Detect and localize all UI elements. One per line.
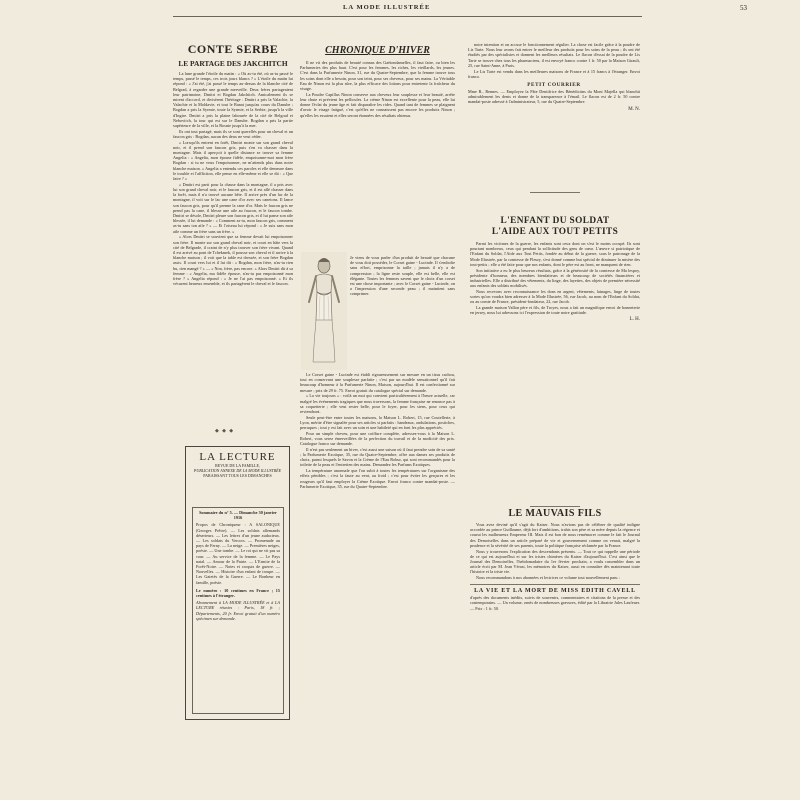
conte-paragraph: « Alors Dmitri se souvient que sa femme devait lui empoisonner son frère. Il monte sur son grand cheval noir, et court en hâte vers la cité de Belgrade, il craint de n'y plus trouver son frère vivant. Quand il est arrivé au pont de Tchekmek, il pousse son cheval et il arrive à la blanche maison ; il voit que la table est dressée, et son frère Bogdan assis. Il court vers lui et il lui dit : « Bogdan, mon frère, n'as-tu rien bu, rien mangé ? » — « Non, frère, pas encore. » Alors Dmitri dit à sa femme : « Angelia, ma fidèle épouse, n'as-tu pas empoisonné mon frère ? » Angelia répond : « Je ne l'ai pas empoisonné. » Et ils vécurent heureux ensemble, et ils partagèrent le cheval et le faucon. bbox=[173, 234, 293, 287]
chronique-paragraph: Pour un simple cheveu, pour une coiffure complète, adressez-vous à la Maison L. Robert, vous serez émerveillées de la perfection du travail et de la modicité des prix. Catalogue franco sur demande. bbox=[300, 430, 455, 447]
chronique-paragraph: Le Corset gaine - Lucinde est établi rigoureusement sur mesure en un tissu cachou, tout en conservant une souplesse parfaite ; c'est par un modèle sensationnel qu'il fait beaucoup d'honneur à la Parfumerie Ninon, Maison, aujourd'hui. Il est confectionné sur mesure ; prix de 29 fr. 75. Envoi gratuit du catalogue spécial sur demande. bbox=[300, 372, 455, 393]
chronique-paragraph: Il n'est pas seulement un hiver, c'est aussi une saison où il faut prendre soin de sa santé ; la Parfumerie Exotique, 35, rue du Quatre-Septembre, offre aux dames ses produits de choix, parmi lesquels le Savon et la Crème de l'Eau Robur, qui sont recommandés pour la toilette de la peau et l'entretien des mains. Demandez les Parfums Exotiques. bbox=[300, 446, 455, 468]
chronique-title: CHRONIQUE D'HIVER bbox=[325, 45, 430, 56]
conte-paragraph: Ils ont tout partagé, mais ils se sont querellés pour un cheval et un faucon gris : Bogdan, aucun des deux ne veut céder. bbox=[173, 128, 293, 139]
chronique-paragraph: « La vie toujours » : voilà un mot qui convient particulièrement à l'heure actuelle, car malgré les événements tragiques que nous traversons, la femme française ne renonce pas à sa coquetterie ; elle veut rester belle, pour le foyer, pour les siens, pour ceux qui reviendront. bbox=[300, 393, 455, 414]
paragraph: notre intention et on accuse le fonctionnement régulier. La chose est facile grâce à la poudre de Lis Tarte. Nous leur avons fait entrer le meilleur des produits pour les soins de la peau ; ils ont été étudiés par des spécialistes et donnent les meilleurs résultats. Le flacon d'essai de la poudre de Lis Tarte se trouve chez tous les pharmaciens, il est envoyé franco contre 1 fr. 50 par la Maison Girault, 25, rue Saint-Anne, à Paris. bbox=[468, 42, 640, 68]
corset-illustration bbox=[301, 252, 347, 370]
fils-paragraph: Nous y trouverons l'explication des descendants présents. — Tout ce qui rappelle une période de ce qui est aujourd'hui et sur les tristes chimères du Kaiser d'aujourd'hui. C'est ainsi que le Journal des Demoiselles, l'hebdomadaire du 1er février prochain, a voulu rassembler dans un article écrit par M. Jean Vérast, les mémoires du Kaiser, aussi en connaître dès maintenant toute l'histoire et la triste vie. bbox=[470, 548, 640, 575]
header-title: LA MODE ILLUSTRÉE bbox=[343, 4, 431, 11]
conte-body bbox=[173, 71, 293, 286]
petit-courrier-signature: M. N. bbox=[628, 106, 640, 112]
paragraph: Le Lis Tarte est vendu dans les meilleures maisons de France et à 15 francs à l'étranger. Envoi franco. bbox=[468, 68, 640, 79]
fils-body bbox=[470, 522, 640, 580]
header-rule bbox=[173, 16, 642, 17]
petit-courrier-title: PETIT COURRIER bbox=[527, 81, 581, 88]
fils-article bbox=[470, 508, 640, 773]
petit-courrier-text: Mme R., Rennes. — Employez la Pâte Dentifrice des Bénédictins du Mont Majella qui blanchit admirablement les dents et donne de la transparence à l'émail. Le flacon est de 2 fr. 50 contre mandat-poste adressé à l'administrateur, 5, rue du Quatre-Septembre. bbox=[468, 88, 640, 105]
conte-title: CONTE SERBE bbox=[187, 42, 279, 56]
corset-text: Je viens de vous parler d'un produit de beauté que chacune de vous doit posséder, le Corset gaine - Lucinde. Il s'emboîte sans effort, emprisonne la taille ; jamais il n'y a de compression ; la ligne reste souple, elle est belle, elle est élégante. Toutes les femmes savent que le choix d'un corset est une chose importante ; avec le Corset gaine - Lucinde, on a l'impression d'une seconde peau ; il maintient sans comprimer. bbox=[350, 255, 455, 297]
soldat-paragraph: La grande maison Vallon père et fils, de Troyes, nous a fait un magnifique envoi de bonneterie en jersey, nous lui adressons ici l'expression de toute notre gratitude. bbox=[470, 304, 640, 316]
soldat-paragraph: Nous recevons avec reconnaissance les dons en argent, vêtements, lainages, linge de toutes sortes qu'on voudra bien adresser à la Mode Illustrée, 56, rue Jacob, au nom de l'Enfant du Soldat, ou au comte de France, président-fondateur, 22, rue Jacob. bbox=[470, 288, 640, 305]
conte-paragraph: « Dmitri est parti pour la chasse dans la montagne, il a pris avec lui son grand cheval noir, et le faucon gris, et il est allé chasser dans la forêt, mais il n'a trouvé aucune bête. Il arrive près d'un lac de la montagne, il voit sur le lac une cane d'or avec ses canetons. Il lance son faucon gris, pour qu'il prenne la cane d'or. Mais le faucon gris ne prend pas la cane, il blesse une aile au faucon, et le faucon tombe. Dmitri se désole, Dmitri pleure son faucon gris, et il lui panse son aile blessée, il lui demande : « Comment as-tu, mon faucon gris, comment as-tu sans ton aile ? » — Et l'oiseau lui répond : « Je suis sans mon aile comme un frère sans un frère. » bbox=[173, 181, 293, 234]
soldat-signature: L. H. bbox=[629, 317, 640, 323]
soldat-paragraph: Parmi les victimes de la guerre, les enfants sont ceux dont on s'est le moins occupé. Ils sont pourtant nombreux, ceux qui pendant la sollicitude des gens de cœur. L'œuvre si patriotique de l'Enfant du Soldat, l'Aide aux Tout Petits, fondée au début de la guerre, sous le patronage de la Mode Illustrée, par la comtesse de Fleury, s'est donné comme but spécial de diminuer la misère des tout-petits ; elle a été faite pour que nos enfants, dont le père est au front, ne manquent de rien. bbox=[470, 241, 640, 267]
conte-paragraph: « Lorsqu'ils entrent en forêt, Dmitri monte sur son grand cheval noir, et il prend son faucon gris, puis s'en va chasser dans la montagne. Mais il aperçoit à quelle distance se trouve sa femme Angelia : « Angelia, mon épouse fidèle, empoisonne-moi mon frère Bogdan : si tu ne veux l'empoisonner, ne m'attends plus dans notre blanche maison. » Angelia a entendu ces paroles et elle demeure dans le trouble et l'affliction, elle pense en elle-même et elle se dit : « Que faire ? » bbox=[173, 139, 293, 182]
fils-paragraph: Nous recommandons à nos abonnées et lectrices ce volume tout nouvellement paru : bbox=[476, 575, 620, 581]
fils-paragraph: Vous avez deviné qu'il s'agit du Kaiser. Nous n'avions pas de célébrer de qualité indigne accordée au prince Guillaume, déjà fort d'ambitions, trahis son père et sa mère depuis la régence et courut les malheureux Empereur III. Mais il est bon de nous remémorer comme le fait le Journal des Demoiselles dans un article préparé de vie et gouvernement comme on venait, malgré la prudence et la sévérité de ses parents, toute la politique française réclamée par la France. bbox=[470, 522, 640, 548]
cavell-text: d'après des documents inédits, suivis de souvenirs, commentaires et citations de la presse et des contemporains. — Un volume, ornés de nombreuses gravures, édité par la Librairie Jules Laufeuer. — Prix : 1 fr. 50. bbox=[470, 595, 640, 611]
fils-title: LE MAUVAIS FILS bbox=[508, 508, 602, 519]
chronique-paragraph: La température anormale que l'on subit à toutes les températures sur l'organisme des effets pénibles ; c'est la faute au vent, au froid ; c'est pour éviter les gerçures et les rougeurs qu'il faut employer la Crème Exotique. Envoi franco contre mandat-poste. — Parfumerie Exotique, 35, rue du Quatre-Septembre. bbox=[300, 468, 455, 489]
lecture-summary: Propos de Chroniqueur : A SALONIQUE (Georges Prêtre). — Les soldats allemands déserteurs. — Les lettres d'un jeune audacieux. — Les soldats du Vercors. — Promenade au pays de Ferny. — La neige. — Premières neiges, poésie. — Une tombe. — Le roi qui ne vit pas sa cour. — Au service de la femme. — Le Pays natal. — Amour de la Patrie. — L'Ermite de la Forêt-Noire. — Notes et croquis de guerre. — Nouvelles. — Histoire d'un enfant de troupe. — Les Gaietés de la Guerre. — Le Bonheur en famille, poésie. bbox=[196, 522, 280, 585]
page-number: 53 bbox=[740, 4, 747, 12]
section-rule bbox=[530, 506, 580, 507]
lecture-box bbox=[185, 446, 290, 720]
section-rule bbox=[530, 192, 580, 193]
soldat-title-2: L'AIDE AUX TOUT PETITS bbox=[491, 227, 619, 237]
lecture-title: LA LECTURE bbox=[199, 451, 276, 463]
ornament-divider: ◆ ◆ ◆ bbox=[215, 429, 235, 434]
cavell-rule bbox=[470, 584, 640, 585]
chronique-body bbox=[300, 60, 455, 118]
soldat-article bbox=[470, 216, 640, 506]
column-chronique bbox=[300, 45, 455, 250]
lecture-summary-title: Sommaire du n° 5. — Dimanche 30 janvier 1916 bbox=[199, 510, 277, 521]
lis-tarte-text bbox=[468, 42, 640, 79]
chronique-paragraph: Seule peut-être entre toutes les maisons, la Maison L. Robert, 15, rue Coutellerie, à Lyon, mérite d'être signalée pour ses articles si parfaits : bandeaux, ondulations, postiches, perruques ; tout y est fait avec un soin et une habileté qui en font les plus appréciés. bbox=[300, 414, 455, 431]
conte-subtitle: LE PARTAGE DES JAKCHITCH bbox=[178, 59, 288, 68]
chronique-paragraph: Il ne vit des produits de beauté connus des Gaëtondamelles, il faut faire, ou bien les Parfumeries des plus haut. C'est pour les femmes, les riches, les vieillards, les jeunes. C'est dans la Parfumerie Ninon, 31, rue du Quatre-Septembre, que la femme trouve tous les soins dont elle a besoin, pour son teint, pour ses cheveux, pour ses mains. La Véritable Eau de Ninon est la plus sûre, la plus efficace des lotions pour entretenir la fraîcheur du visage. bbox=[300, 60, 455, 92]
lecture-subtitle-2: PUBLICATION ANNEXE DE LA MODE ILLUSTRÉE bbox=[193, 468, 282, 473]
lecture-subtitle-1: REVUE DE LA FAMILLE, bbox=[215, 463, 260, 468]
cavell-title: LA VIE ET LA MORT DE MISS EDITH CAVELL bbox=[474, 588, 636, 595]
chronique-paragraph: La Poudre Capillus Ninon conserve aux cheveux leur souplesse et leur beauté, arrête leur chute et prévient les pellicules. La crème Ninon est excellente pour la peau, elle lui donne l'éclat du jeune âge et fait disparaître les rides. Quand tant de femmes se plaignent d'avoir le visage fatigué, c'est qu'elles ne connaissent pas encore les produits Ninon ; qu'elles les essaient et elles seront étonnées des résultats obtenus. bbox=[300, 91, 455, 118]
soldat-paragraph: Son initiative a eu le plus heureux résultats, grâce à la générosité de la comtesse de Ma lespoy, présidente d'honneur, des membres bienfaiteurs et de beaucoup de sociétés financières et industrielles. Elle a distribué des vêtements, du linge, des layettes, des objets de première nécessité aux enfants des soldats mobilisés. bbox=[470, 267, 640, 289]
lecture-price: Le numéro : 10 centimes en France ; 15 centimes à l'étranger. bbox=[196, 587, 280, 599]
lecture-subscription: Abonnement à LA MODE ILLUSTRÉE et à LA LECTURE réunies : Paris, 18 fr. ; Départements, 20 fr. Envoi gratuit d'un numéro spécimen sur demande. bbox=[196, 600, 280, 621]
soldat-body bbox=[470, 241, 640, 315]
column-conte bbox=[173, 42, 293, 412]
lecture-summary-box bbox=[192, 507, 284, 714]
column-right-top bbox=[468, 42, 640, 212]
conte-paragraph: La lune grande l'étoile du matin : « Où as-tu été, où as-tu passé le temps, passé le temps, ces trois jours blancs ? » L'étoile du matin lui répond : « J'ai été, j'ai passé le temps au-dessus de la blanche cité de Belgrad, à regarder une grande merveille. Deux frères partageaient leur patrimoine, Dmitri et Bogdan Jakchitch. Amicalement ils se mirent d'accord, et divisèrent l'héritage : Dmitri a pris la Valachie, la Valachie et la Moldavie, et tout le Banat jusqu'au cours du Danube ; Bogdan a pris la Syrmie, toute la Syrmie, et la Serbie, jusqu'à la ville d'Ingire. Dmitri a pris la plaine labourée de la cité de Belgrad et Nebovitch, la tour qui est sur le Danube. Bogdan a pris la partie supérieure de la ville, et la Bosnie jusqu'à la mer. bbox=[173, 71, 293, 129]
chronique-continued bbox=[300, 372, 455, 780]
lecture-subtitle-3: PARAISSANT TOUS LES DIMANCHES bbox=[203, 473, 272, 478]
soldat-title-1: L'ENFANT DU SOLDAT bbox=[500, 216, 610, 226]
